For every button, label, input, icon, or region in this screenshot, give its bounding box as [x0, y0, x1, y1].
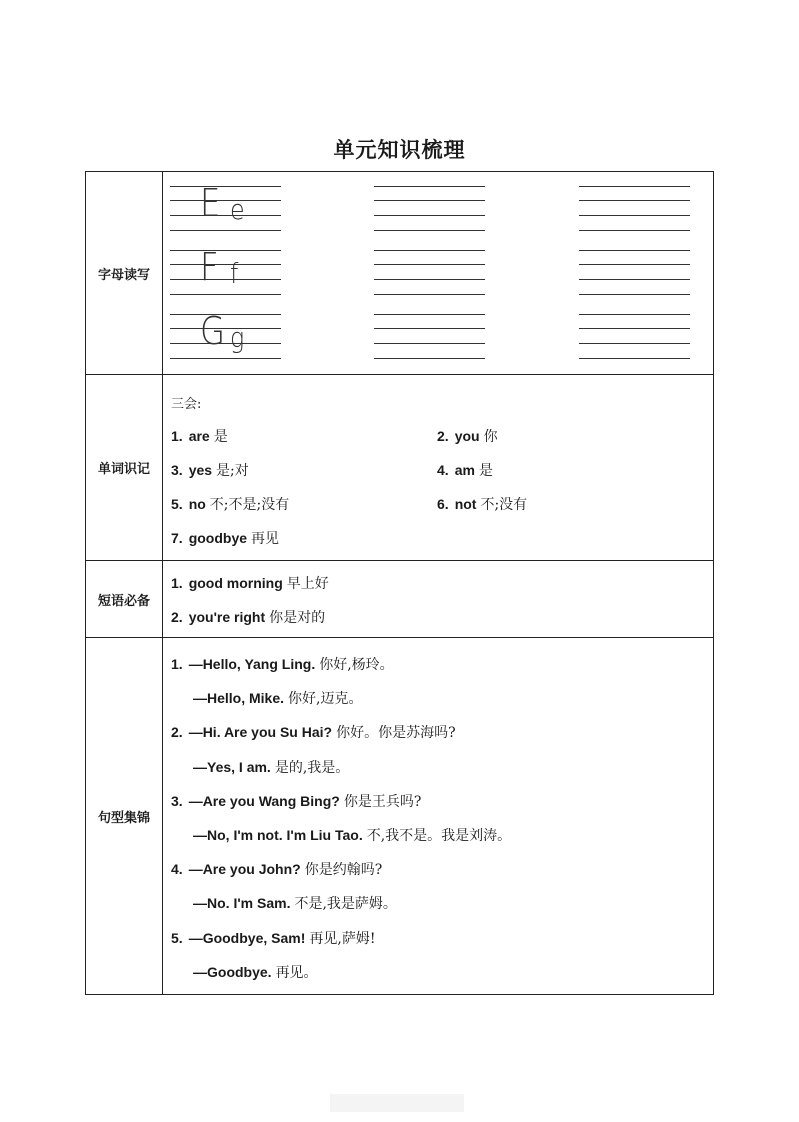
phrases-cell	[163, 561, 714, 638]
phrases-row	[86, 561, 714, 638]
writing-grid	[579, 314, 690, 359]
writing-grid	[579, 186, 690, 231]
word-english: am	[454, 462, 475, 478]
word-chinese: 你	[483, 429, 498, 445]
word-chinese: 不;没有	[480, 497, 528, 513]
sentence-english: —No, I'm not. I'm Liu Tao.	[193, 827, 363, 843]
sentence-line	[171, 859, 382, 879]
sentence-english: —Goodbye, Sam!	[188, 929, 306, 946]
sentence-english: —Are you Wang Bing?	[188, 792, 340, 809]
word-item	[171, 426, 228, 446]
phrase-english: good morning	[188, 575, 283, 591]
writing-grid	[374, 250, 485, 295]
word-item	[437, 460, 493, 480]
sentence-line	[193, 825, 511, 845]
item-number: 1.	[171, 428, 183, 444]
sentence-line	[193, 962, 318, 982]
word-item	[437, 494, 527, 514]
lowercase-letter: g	[230, 321, 245, 354]
sentence-english: —Goodbye.	[193, 963, 272, 980]
sentence-chinese: 你是约翰吗?	[304, 862, 383, 879]
sentence-english: —Hello, Yang Ling.	[188, 656, 316, 672]
sentence-english: —Hello, Mike.	[193, 690, 285, 707]
item-number: 2.	[437, 428, 449, 444]
item-number: 1.	[171, 656, 183, 672]
sentence-chinese: 不是,我是萨姆。	[294, 896, 397, 913]
sentences-row	[86, 638, 714, 995]
sentences-cell	[163, 638, 714, 995]
word-item	[171, 528, 279, 548]
phrase-english: you're right	[188, 609, 266, 625]
words-row	[86, 375, 714, 561]
words-cell	[163, 375, 714, 561]
writing-grid	[374, 314, 485, 359]
sentence-chinese: 你好,杨玲。	[319, 657, 394, 673]
word-english: you	[454, 428, 480, 444]
word-english: are	[188, 428, 210, 444]
phrase-item	[171, 573, 329, 593]
sentence-english: —Yes, I am.	[193, 758, 271, 775]
sentence-line	[193, 688, 362, 708]
word-chinese: 是	[213, 429, 228, 445]
sentence-chinese: 你好,迈克。	[288, 691, 363, 708]
sentence-chinese: 不,我不是。我是刘涛。	[366, 828, 512, 844]
item-number: 1.	[171, 575, 183, 591]
word-chinese: 是;对	[216, 463, 249, 479]
item-number: 5.	[171, 496, 183, 512]
writing-grid	[170, 245, 281, 295]
sentence-english: —Hi. Are you Su Hai?	[188, 724, 333, 741]
words-heading: 三会:	[171, 397, 202, 412]
sentence-chinese: 再见。	[275, 964, 318, 981]
word-english: no	[188, 496, 206, 512]
sentence-english: —Are you John?	[188, 861, 301, 878]
item-number: 7.	[171, 530, 183, 546]
sentence-chinese: 再见,萨姆!	[309, 930, 376, 947]
knowledge-table	[85, 171, 714, 995]
lowercase-letter: e	[230, 193, 245, 226]
item-number: 4.	[437, 462, 449, 478]
uppercase-letter: E	[200, 181, 221, 225]
sentence-line	[193, 893, 397, 913]
sentences-label: 句型集锦	[86, 638, 163, 995]
footer-mark	[330, 1094, 464, 1112]
word-item	[171, 494, 289, 514]
item-number: 2.	[171, 609, 183, 625]
sentence-line	[171, 791, 421, 811]
lowercase-letter: f	[230, 257, 239, 290]
uppercase-letter: F	[200, 245, 219, 289]
item-number: 3.	[171, 462, 183, 478]
letters-row	[86, 172, 714, 375]
phrase-chinese: 你是对的	[269, 610, 326, 626]
word-chinese: 是	[478, 463, 493, 479]
word-english: goodbye	[188, 530, 248, 546]
writing-grid	[579, 250, 690, 295]
sentence-line	[171, 928, 375, 948]
item-number: 3.	[171, 792, 183, 809]
sentence-chinese: 是的,我是。	[274, 759, 350, 776]
word-english: not	[454, 496, 477, 512]
word-item	[437, 426, 498, 446]
writing-grid	[374, 186, 485, 231]
phrases-label: 短语必备	[86, 561, 163, 638]
item-number: 5.	[171, 929, 183, 946]
phrase-item	[171, 607, 325, 627]
letters-label: 字母读写	[86, 172, 163, 375]
item-number: 2.	[171, 724, 183, 741]
word-item	[171, 460, 249, 480]
phrase-chinese: 早上好	[286, 576, 329, 592]
word-chinese: 再见	[251, 531, 280, 547]
sentence-chinese: 你是王兵吗?	[343, 793, 422, 810]
word-english: yes	[188, 462, 213, 478]
uppercase-letter: G	[200, 309, 226, 353]
writing-grid	[170, 181, 281, 231]
page-title: 单元知识梳理	[333, 138, 466, 162]
sentence-line	[193, 757, 349, 777]
item-number: 4.	[171, 861, 183, 878]
word-chinese: 不;不是;没有	[209, 497, 290, 513]
sentence-line	[171, 654, 394, 674]
letters-cell	[163, 172, 714, 375]
sentence-chinese: 你好。你是苏海吗?	[336, 725, 456, 742]
words-label: 单词识记	[86, 375, 163, 561]
writing-grid	[170, 309, 281, 359]
sentence-line	[171, 722, 456, 742]
item-number: 6.	[437, 496, 449, 512]
sentence-english: —No. I'm Sam.	[193, 895, 291, 912]
